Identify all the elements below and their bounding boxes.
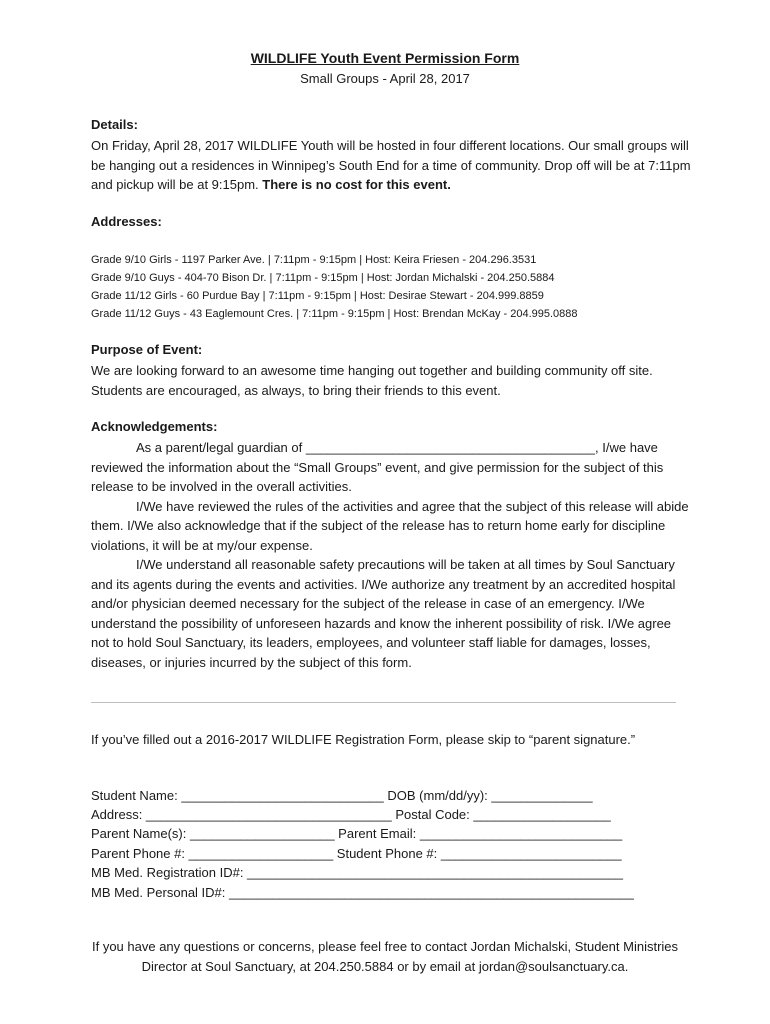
parent-name-email-fields[interactable]: Parent Name(s): ____________________ Parent Email: ____________________________: [91, 826, 623, 841]
acknowledgement-paragraph: [91, 555, 691, 672]
registration-note: If you’ve filled out a 2016-2017 WILDLIFE Registration Form, please skip to “parent signature.”: [91, 732, 636, 747]
purpose-heading: Purpose of Event:: [91, 342, 203, 357]
acknowledgement-text: I/We understand all reasonable safety precautions will be taken at all times by Soul Sanctuary and its agents during the events and activities. I/We authorize any treatment by an accredited hospital and/or physician deemed necessary for the subject of the release in case of an emergency. I/We understand the possibility of unforeseen hazards and know the inherent possibility of risk. I/We agree not to hold Soul Sanctuary, its leaders, employees, and volunteer staff liable for damages, losses, diseases, or injuries incurred by the subject of this form.: [91, 557, 676, 670]
address-line: Grade 11/12 Guys - 43 Eaglemount Cres. | 7:11pm - 9:15pm | Host: Brendan McKay - 204.995.0888: [91, 308, 578, 320]
addresses-heading: Addresses:: [91, 214, 162, 229]
med-registration-field[interactable]: MB Med. Registration ID#: ____________________________________________________: [91, 865, 624, 880]
page-subtitle: Small Groups - April 28, 2017: [300, 71, 470, 86]
details-text: On Friday, April 28, 2017 WILDLIFE Youth will be hosted in four different locations. Our small groups will be hanging out a residences in Winnipeg’s South End for a time of community. Drop off will be at 7:11pm and pickup will be at 9:15pm.: [91, 138, 691, 192]
address-line: Grade 9/10 Guys - 404-70 Bison Dr. | 7:11pm - 9:15pm | Host: Jordan Michalski - 204.250.5884: [91, 272, 555, 284]
address-postal-fields[interactable]: Address: __________________________________ Postal Code: ___________________: [91, 807, 611, 822]
contact-footer: If you have any questions or concerns, please feel free to contact Jordan Michalski, Student Ministries Director at Soul Sanctuary, at 204.250.5884 or by email at jordan@soulsanctuary.ca.: [91, 939, 679, 974]
details-paragraph: [91, 136, 691, 195]
section-divider: [91, 702, 676, 703]
address-line: Grade 9/10 Girls - 1197 Parker Ave. | 7:11pm - 9:15pm | Host: Keira Friesen - 204.296.3531: [91, 254, 537, 266]
acknowledgement-paragraph: [91, 438, 691, 497]
acknowledgement-text: As a parent/legal guardian of ________________________________________, I/we have reviewed the information about the “Small Groups” event, and give permission for the subject of this release to be involved in the overall activities.: [91, 440, 664, 494]
details-bold-text: There is no cost for this event.: [262, 177, 451, 192]
details-heading: Details:: [91, 117, 138, 132]
phone-fields[interactable]: Parent Phone #: ____________________ Student Phone #: _________________________: [91, 846, 622, 861]
acknowledgement-text: I/We have reviewed the rules of the activities and agree that the subject of this release will abide them. I/We also acknowledge that if the subject of the release has to return home early for discipline violations, it will be at my/our expense.: [91, 498, 689, 553]
acknowledgements-heading: Acknowledgements:: [91, 419, 218, 434]
page-title: WILDLIFE Youth Event Permission Form: [250, 50, 520, 66]
purpose-paragraph: We are looking forward to an awesome time hanging out together and building community off site. Students are encouraged, as always, to bring their friends to this event.: [91, 363, 653, 398]
med-personal-id-field[interactable]: MB Med. Personal ID#: ________________________________________________________: [91, 885, 634, 900]
student-name-dob-fields[interactable]: Student Name: ____________________________ DOB (mm/dd/yy): ______________: [91, 788, 593, 803]
acknowledgements-body: [91, 438, 691, 672]
acknowledgement-paragraph: [91, 497, 691, 556]
addresses-list: [91, 251, 731, 323]
address-line: Grade 11/12 Girls - 60 Purdue Bay | 7:11pm - 9:15pm | Host: Desirae Stewart - 204.999.8859: [91, 290, 544, 302]
